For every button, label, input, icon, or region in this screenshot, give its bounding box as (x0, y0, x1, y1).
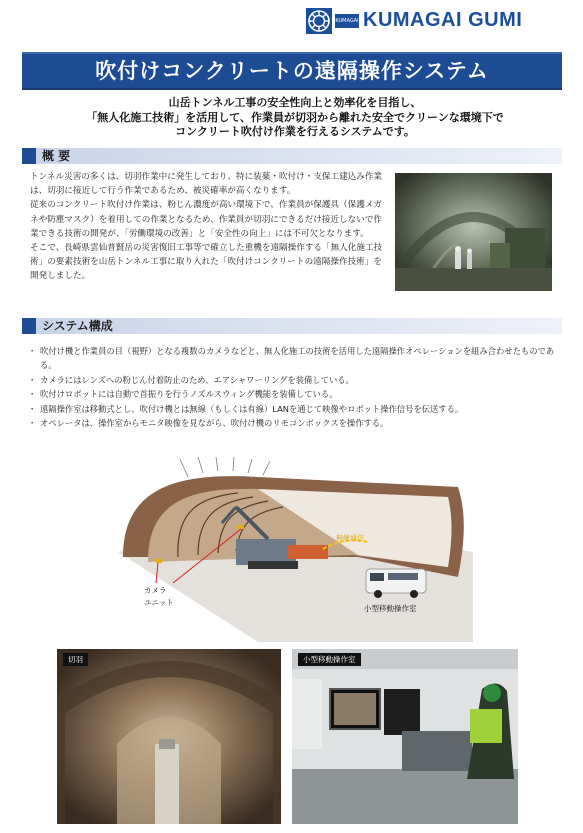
list-item: ・ カメラにはレンズへの粉じん付着防止のため、エアシャワーリングを装備している。 (30, 373, 560, 387)
lead-text (40, 96, 550, 140)
overview-heading-text: 概 要 (42, 149, 71, 163)
lead-line-1: 山岳トンネル工事の安全性向上と効率化を目指し、 (168, 96, 422, 109)
control-room-photo-tag: 小型移動操作室 (298, 653, 361, 666)
logo-small-text: KUMAGAI (335, 14, 359, 28)
lead-line-3: コンクリート吹付け作業を行えるシステムです。 (175, 125, 415, 138)
control-room-photo (292, 649, 518, 824)
heading-marker (22, 318, 36, 334)
overview-body (30, 170, 383, 284)
list-item: ・ 吹付けロボットには自動で首振りを行うノズルスウィング機能を装備している。 (30, 387, 560, 401)
overview-heading (22, 148, 562, 164)
list-item: ・ 吹付け機と作業員の目（視野）となる複数のカメラなどと、無人化施工の技術を活用した遠隔操作オペレーションを組み合わせたものである。 (30, 344, 560, 373)
overview-paragraph: そこで、長崎県雲仙普賢岳の災害復旧工事等で確立した重機を遠隔操作する「無人化施工技術」の要素技術を山岳トンネル工事に取り入れた「吹付けコンクリートの遠隔操作技術」を開発しました。 (30, 243, 383, 282)
tunnel-diagram-illustration (118, 457, 473, 642)
list-item: ・ オペレータは、操作室からモニタ映像を見ながら、吹付け機のリモコンボックスを操作する。 (30, 416, 560, 430)
list-item: ・ 遠隔操作室は移動式とし、吹付け機とは無線（もしくは有線）LANを通じて映像やロボット操作信号を伝送する。 (30, 402, 560, 416)
camera-unit-label-1: カメラ (144, 586, 167, 595)
remote-room-label: 小型移動操作室 (364, 604, 417, 613)
heading-marker (22, 148, 36, 164)
overview-paragraph: 従来のコンクリート吹付け作業は、粉じん濃度が高い環境下で、作業員が保護具（保護メガネや防塵マスク）を着用しての作業となるため、作業員が切羽にできるだけ接近しないで作業できる技術の開発が、「労働環境の改善」と「安全性の向上」には不可欠となります。 (30, 200, 383, 239)
system-diagram (118, 457, 473, 642)
lead-line-2: 「無人化施工技術」を活用して、作業員が切羽から離れた安全でクリーンな環境下で (86, 110, 504, 124)
page-title: 吹付けコンクリートの遠隔操作システム (22, 52, 562, 90)
wireless-label: 無線通信 (336, 534, 364, 542)
face-photo-tag: 切羽 (63, 653, 88, 666)
overview-paragraph: トンネル災害の多くは、切羽作業中に発生しており、特に装薬・吹付け・支保工建込み作業は、切羽に接近して行う作業であるため、被災確率が高くなります。 (30, 172, 383, 197)
company-logo (306, 6, 568, 36)
tunnel-work-photo (395, 173, 552, 291)
system-bullet-list (30, 344, 560, 430)
system-heading-text: システム構成 (42, 319, 113, 333)
logo-wordmark: KUMAGAI GUMI (363, 9, 523, 31)
system-heading (22, 318, 562, 334)
tunnel-face-photo (57, 649, 281, 824)
company-emblem-icon (306, 8, 332, 34)
camera-unit-label-2: ユニット (144, 598, 174, 607)
